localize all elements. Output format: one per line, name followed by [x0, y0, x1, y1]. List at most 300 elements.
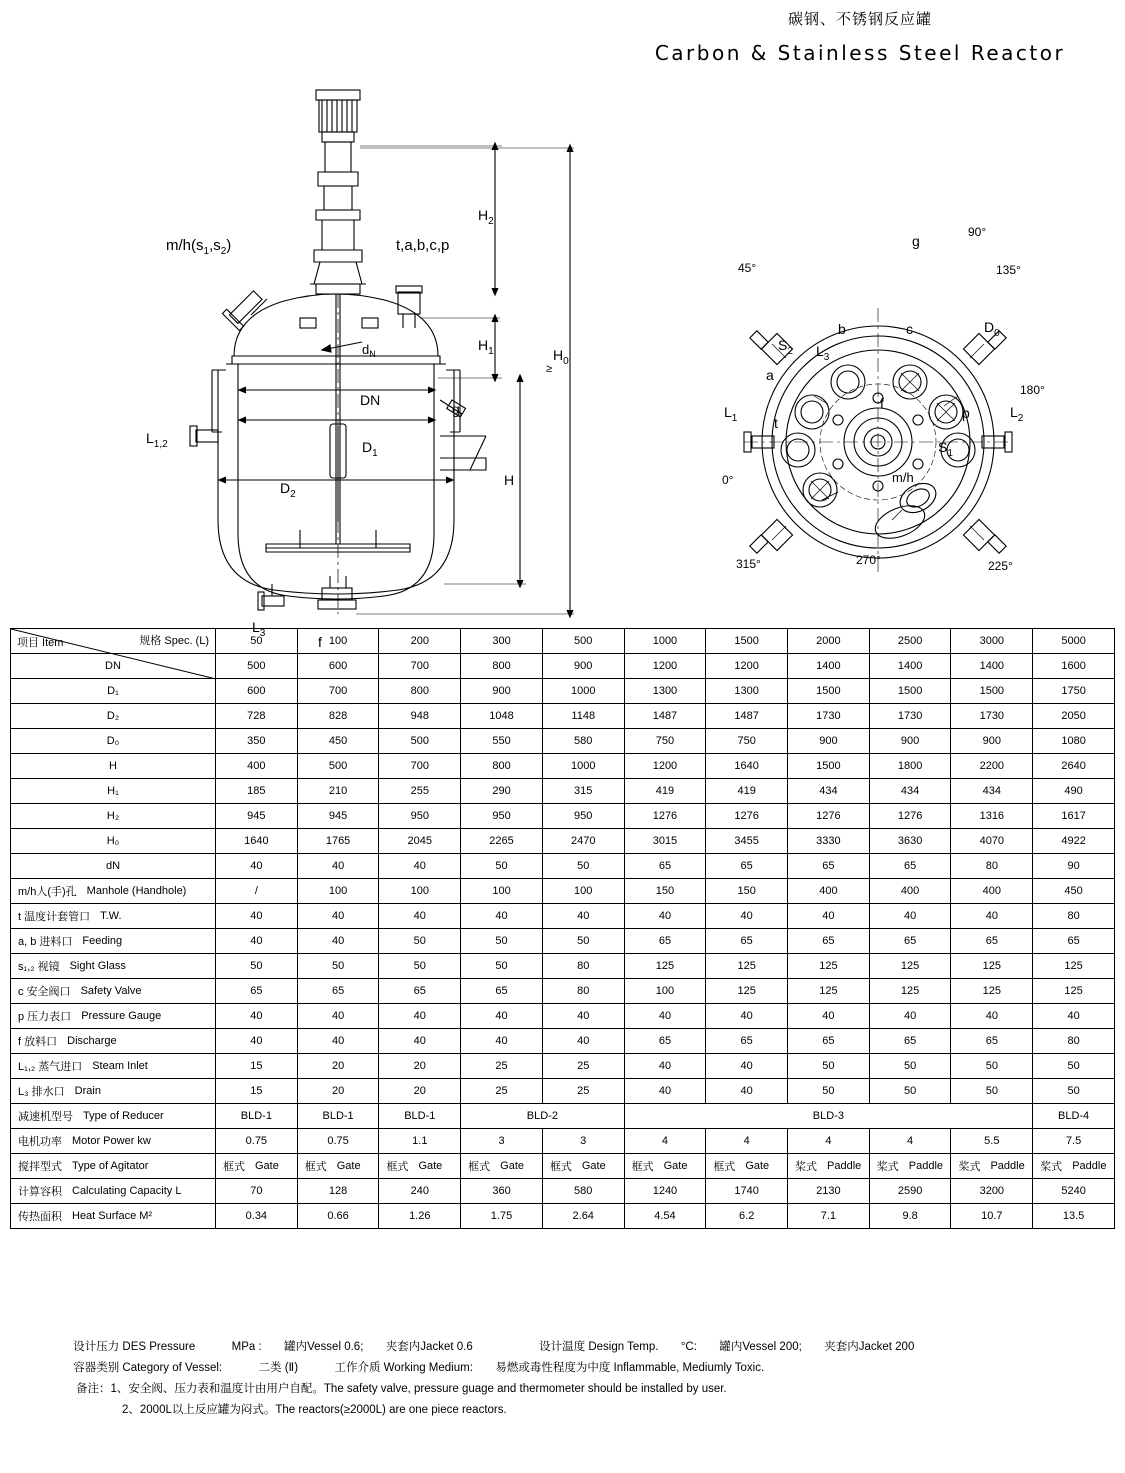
- table-cell: 1200: [706, 654, 788, 679]
- label-tabcp: t,a,b,c,p: [396, 237, 450, 254]
- table-cell: 434: [788, 779, 870, 804]
- table-cell: 125: [951, 979, 1033, 1004]
- table-cell: 1500: [788, 679, 870, 704]
- table-cell: 128: [297, 1179, 379, 1204]
- row-label: [11, 1079, 216, 1104]
- row-label-en: Steam Inlet: [92, 1060, 148, 1072]
- table-row-capacity: [11, 1179, 1115, 1204]
- header-capacity-500: 500: [542, 629, 624, 654]
- table-cell: 100: [379, 879, 461, 904]
- table-cell: 2590: [869, 1179, 951, 1204]
- note-design-temp: 设计温度 Design Temp.: [539, 1341, 659, 1353]
- row-label: [11, 754, 216, 779]
- row-label: [11, 679, 216, 704]
- table-cell: 50: [379, 954, 461, 979]
- table-cell: 1400: [951, 654, 1033, 679]
- table-cell: 40: [951, 904, 1033, 929]
- table-cell: 600: [297, 654, 379, 679]
- table-cell: 3: [542, 1129, 624, 1154]
- table-cell: 1080: [1033, 729, 1115, 754]
- table-cell: 40: [624, 1079, 706, 1104]
- table-cell: 1300: [624, 679, 706, 704]
- row-label-cn: 搅拌型式: [18, 1161, 62, 1173]
- table-cell: 750: [706, 729, 788, 754]
- table-cell: 150: [624, 879, 706, 904]
- table-cell: 40: [216, 854, 298, 879]
- table-cell: 450: [1033, 879, 1115, 904]
- agitator-en: Paddle: [827, 1160, 862, 1172]
- table-cell: 15: [216, 1079, 298, 1104]
- label-h1: $H_1$: [478, 337, 494, 357]
- table-cell: 65: [297, 979, 379, 1004]
- agitator-cn: 框式: [304, 1161, 327, 1173]
- table-row-agitator: [11, 1154, 1115, 1179]
- row-label-cn: s₁,₂ 视镜: [18, 961, 60, 973]
- table-cell: 125: [951, 954, 1033, 979]
- table-cell: 50: [461, 929, 543, 954]
- table-row: [11, 704, 1115, 729]
- agitator-en: Gate: [745, 1160, 770, 1172]
- row-label: [11, 1104, 216, 1129]
- table-cell: 4070: [951, 829, 1033, 854]
- label-l3-top: $L_3$: [816, 343, 830, 363]
- note-mpa: MPa :: [231, 1341, 262, 1353]
- header-item-label: 项目 Item: [17, 637, 64, 649]
- table-cell-agitator: [706, 1154, 788, 1179]
- table-cell: 65: [706, 1029, 788, 1054]
- row-label: [11, 1179, 216, 1204]
- table-cell: 900: [788, 729, 870, 754]
- table-cell: 450: [297, 729, 379, 754]
- table-cell: 700: [379, 654, 461, 679]
- table-cell: 65: [706, 854, 788, 879]
- table-cell: 40: [542, 1004, 624, 1029]
- table-cell-agitator: [869, 1154, 951, 1179]
- table-cell: 3: [461, 1129, 543, 1154]
- label-deg-135: 135°: [996, 263, 1021, 277]
- table-cell: 434: [869, 779, 951, 804]
- table-cell: 20: [379, 1054, 461, 1079]
- note-jacket-pressure: 夹套内Jacket 0.6: [385, 1341, 473, 1353]
- table-cell: 800: [461, 754, 543, 779]
- table-cell: 40: [706, 1004, 788, 1029]
- table-cell: 210: [297, 779, 379, 804]
- table-cell: 40: [1033, 1004, 1115, 1029]
- label-h0: $H_0$: [553, 347, 569, 367]
- table-cell: 1640: [706, 754, 788, 779]
- table-cell: 50: [216, 954, 298, 979]
- table-cell: 490: [1033, 779, 1115, 804]
- note-remark-2: 2、2000L以上反应罐为闷式。The reactors(≥2000L) are one piece reactors.: [122, 1404, 507, 1416]
- table-row: [11, 779, 1115, 804]
- table-cell: 1.75: [461, 1204, 543, 1229]
- row-label: [11, 804, 216, 829]
- table-cell: 1316: [951, 804, 1033, 829]
- label-a-top: a: [766, 367, 774, 383]
- table-cell: 100: [624, 979, 706, 1004]
- table-cell: 360: [461, 1179, 543, 1204]
- note-pressure-temp: [10, 1337, 1115, 1358]
- agitator-cn: 框式: [468, 1161, 491, 1173]
- table-cell: 70: [216, 1179, 298, 1204]
- header-capacity-50: 50: [216, 629, 298, 654]
- row-label: [11, 779, 216, 804]
- table-cell: 50: [379, 929, 461, 954]
- row-label-cn: p 压力表口: [18, 1011, 72, 1023]
- table-cell: 40: [624, 904, 706, 929]
- note-category-value: 二类 (Ⅱ): [258, 1362, 299, 1374]
- row-label-en: H₀: [106, 835, 120, 847]
- table-cell-reducer: BLD-1: [216, 1104, 298, 1129]
- label-b-top: b: [838, 321, 846, 337]
- table-cell: 4922: [1033, 829, 1115, 854]
- spec-table: [10, 628, 1115, 1229]
- note-des-pressure: 设计压力 DES Pressure: [73, 1341, 196, 1353]
- table-cell: 125: [624, 954, 706, 979]
- table-row: [11, 1079, 1115, 1104]
- table-cell: 65: [379, 979, 461, 1004]
- note-vessel-temp: 罐内Vessel 200;: [719, 1341, 802, 1353]
- label-d0-top: $D_0$: [984, 319, 1000, 339]
- row-label: [11, 704, 216, 729]
- note-vessel-pressure: 罐内Vessel 0.6;: [284, 1341, 364, 1353]
- table-cell: 828: [297, 704, 379, 729]
- table-cell: 50: [1033, 1054, 1115, 1079]
- agitator-cn: 框式: [223, 1161, 245, 1173]
- label-l3: $L_3$: [252, 619, 266, 639]
- note-category-medium: [10, 1358, 1115, 1379]
- table-cell: 945: [297, 804, 379, 829]
- table-row: [11, 929, 1115, 954]
- table-cell: 1.1: [379, 1129, 461, 1154]
- table-cell: 80: [1033, 904, 1115, 929]
- header-capacity-3000: 3000: [951, 629, 1033, 654]
- table-cell: 5.5: [951, 1129, 1033, 1154]
- row-label-en: T.W.: [100, 910, 122, 922]
- table-cell: 0.75: [216, 1129, 298, 1154]
- table-cell: 950: [379, 804, 461, 829]
- label-deg-315: 315°: [736, 557, 761, 571]
- table-cell: 90: [1033, 854, 1115, 879]
- table-cell: 1276: [624, 804, 706, 829]
- table-cell: 1500: [951, 679, 1033, 704]
- table-row-heat-surface: [11, 1204, 1115, 1229]
- table-cell: 125: [706, 979, 788, 1004]
- row-label-en: H: [109, 760, 117, 772]
- row-label-en: Drain: [74, 1085, 101, 1097]
- table-cell: 40: [297, 904, 379, 929]
- table-cell: 65: [788, 929, 870, 954]
- table-cell: 1600: [1033, 654, 1115, 679]
- header-corner-cell: [11, 629, 216, 654]
- table-cell: 580: [542, 729, 624, 754]
- table-cell: 1276: [706, 804, 788, 829]
- table-cell: 40: [869, 904, 951, 929]
- label-g: g: [452, 401, 460, 417]
- table-cell: 700: [297, 679, 379, 704]
- table-cell: 40: [379, 854, 461, 879]
- table-cell: 419: [706, 779, 788, 804]
- table-cell: 434: [951, 779, 1033, 804]
- row-label-cn: 计算容积: [18, 1186, 62, 1198]
- table-cell: 1148: [542, 704, 624, 729]
- table-cell: 900: [461, 679, 543, 704]
- table-cell: 1730: [788, 704, 870, 729]
- row-label-cn: 传热面积: [18, 1211, 62, 1223]
- table-cell: 1200: [624, 754, 706, 779]
- row-label-cn: a, b 进料口: [18, 936, 73, 948]
- table-cell: 1400: [788, 654, 870, 679]
- table-cell: 4.54: [624, 1204, 706, 1229]
- notes-block: [10, 1337, 1115, 1421]
- row-label-en: Type of Reducer: [83, 1110, 164, 1122]
- table-cell: 125: [788, 954, 870, 979]
- label-p-top: p: [962, 405, 970, 421]
- table-cell-agitator: [542, 1154, 624, 1179]
- table-cell: /: [216, 879, 298, 904]
- table-cell: 50: [951, 1079, 1033, 1104]
- table-cell: 945: [216, 804, 298, 829]
- row-label: [11, 729, 216, 754]
- table-cell: 1048: [461, 704, 543, 729]
- label-dn-small: $d_N$: [362, 342, 376, 359]
- table-cell: 900: [542, 654, 624, 679]
- header-capacity-300: 300: [461, 629, 543, 654]
- note-category-label: 容器类别 Category of Vessel:: [73, 1362, 223, 1374]
- agitator-en: Gate: [500, 1160, 525, 1172]
- table-row: [11, 679, 1115, 704]
- agitator-en: Gate: [581, 1160, 606, 1172]
- table-cell: 20: [379, 1079, 461, 1104]
- label-l1: $L_1$: [724, 404, 738, 424]
- header-capacity-5000: 5000: [1033, 629, 1115, 654]
- agitator-cn: 框式: [713, 1161, 736, 1173]
- table-cell: 948: [379, 704, 461, 729]
- table-cell: 4: [624, 1129, 706, 1154]
- table-cell: 500: [379, 729, 461, 754]
- table-cell: 1617: [1033, 804, 1115, 829]
- table-cell: 1640: [216, 829, 298, 854]
- table-cell: 1000: [542, 754, 624, 779]
- note-medium-label: 工作介质 Working Medium:: [334, 1362, 473, 1374]
- agitator-cn: 框式: [631, 1161, 654, 1173]
- table-cell: 500: [297, 754, 379, 779]
- label-l2: $L_2$: [1010, 404, 1024, 424]
- row-label-cn: c 安全阀口: [18, 986, 71, 998]
- table-cell-reducer: BLD-1: [379, 1104, 461, 1129]
- row-label: [11, 1154, 216, 1179]
- row-label: [11, 979, 216, 1004]
- label-deg-270: 270°: [856, 553, 881, 567]
- table-cell: 65: [216, 979, 298, 1004]
- row-label-en: D₀: [106, 735, 120, 747]
- table-cell: 50: [869, 1054, 951, 1079]
- row-label-en: Pressure Gauge: [81, 1010, 162, 1022]
- table-cell: 1000: [542, 679, 624, 704]
- table-cell: 40: [297, 854, 379, 879]
- row-label: [11, 1129, 216, 1154]
- table-cell: 3630: [869, 829, 951, 854]
- label-h: H: [504, 472, 515, 488]
- table-cell: 50: [461, 854, 543, 879]
- table-cell: 400: [788, 879, 870, 904]
- note-medium-value: 易燃或毒性程度为中度 Inflammable, Mediumly Toxic.: [495, 1362, 765, 1374]
- table-cell: 100: [297, 879, 379, 904]
- table-cell: 25: [461, 1079, 543, 1104]
- table-cell: 800: [379, 679, 461, 704]
- table-cell: 80: [542, 979, 624, 1004]
- table-cell: 4: [706, 1129, 788, 1154]
- row-label: [11, 1054, 216, 1079]
- agitator-en: Paddle: [990, 1160, 1025, 1172]
- row-label-en: Manhole (Handhole): [86, 885, 187, 897]
- table-row: [11, 1004, 1115, 1029]
- table-cell: 40: [379, 1004, 461, 1029]
- table-row: [11, 729, 1115, 754]
- title-english: Carbon & Stainless Steel Reactor: [654, 41, 1066, 65]
- table-cell: 2265: [461, 829, 543, 854]
- header-capacity-200: 200: [379, 629, 461, 654]
- table-cell: 700: [379, 754, 461, 779]
- row-label-en: D₁: [107, 685, 119, 697]
- table-cell: 65: [461, 979, 543, 1004]
- spec-table-wrap: [10, 628, 1115, 1229]
- table-cell-agitator: [624, 1154, 706, 1179]
- table-cell: 350: [216, 729, 298, 754]
- row-label: [11, 1004, 216, 1029]
- table-cell: 125: [869, 979, 951, 1004]
- table-cell: 240: [379, 1179, 461, 1204]
- table-row: [11, 879, 1115, 904]
- row-label: [11, 854, 216, 879]
- row-label-en: Motor Power kw: [72, 1135, 151, 1147]
- table-cell: 125: [788, 979, 870, 1004]
- row-label: [11, 904, 216, 929]
- title-block: [600, 8, 1120, 65]
- table-cell: 1400: [869, 654, 951, 679]
- table-cell: 2.64: [542, 1204, 624, 1229]
- table-cell: 80: [951, 854, 1033, 879]
- table-cell: 1.26: [379, 1204, 461, 1229]
- table-cell: 1276: [788, 804, 870, 829]
- header-capacity-1000: 1000: [624, 629, 706, 654]
- table-cell: 3200: [951, 1179, 1033, 1204]
- table-cell: 2045: [379, 829, 461, 854]
- table-cell: 40: [297, 929, 379, 954]
- table-cell: 50: [869, 1079, 951, 1104]
- table-cell: 50: [542, 854, 624, 879]
- table-cell: 40: [297, 1004, 379, 1029]
- table-cell: 900: [951, 729, 1033, 754]
- label-deg-90: 90°: [968, 225, 987, 239]
- table-cell: 1240: [624, 1179, 706, 1204]
- table-cell: 125: [869, 954, 951, 979]
- table-cell: 3330: [788, 829, 870, 854]
- agitator-cn: 桨式: [958, 1161, 981, 1173]
- table-cell: 50: [542, 929, 624, 954]
- table-cell: 400: [216, 754, 298, 779]
- table-cell: 50: [788, 1054, 870, 1079]
- table-cell-agitator: [297, 1154, 379, 1179]
- table-cell: 400: [951, 879, 1033, 904]
- table-cell-agitator: [461, 1154, 543, 1179]
- label-g-top: g: [912, 233, 920, 249]
- table-cell: 40: [461, 1029, 543, 1054]
- table-cell: 315: [542, 779, 624, 804]
- table-cell: 500: [216, 654, 298, 679]
- title-chinese: 碳钢、不锈钢反应罐: [787, 11, 932, 28]
- header-capacity-1500: 1500: [706, 629, 788, 654]
- table-cell-reducer: BLD-2: [461, 1104, 624, 1129]
- label-deg-45: 45°: [738, 261, 757, 275]
- table-cell: 5240: [1033, 1179, 1115, 1204]
- row-label-cn: t 温度计套管口: [18, 911, 91, 923]
- agitator-en: Paddle: [908, 1160, 944, 1172]
- table-cell: 40: [461, 1004, 543, 1029]
- table-cell: 2050: [1033, 704, 1115, 729]
- table-row: [11, 1029, 1115, 1054]
- label-mh-top: m/h: [892, 470, 914, 485]
- note-remark-1: 备注：1、安全阀、压力表和温度计由用户自配。The safety valve, pressure guage and thermometer should be installed by user.: [76, 1383, 727, 1395]
- table-cell: 3015: [624, 829, 706, 854]
- table-cell: 40: [869, 1004, 951, 1029]
- table-cell: 40: [788, 904, 870, 929]
- row-label-en: Feeding: [82, 935, 123, 947]
- table-cell: 1750: [1033, 679, 1115, 704]
- table-cell: 40: [216, 1004, 298, 1029]
- label-s2-top: $S_2$: [778, 337, 793, 357]
- table-cell: 1730: [869, 704, 951, 729]
- table-cell: 65: [624, 929, 706, 954]
- table-cell: 40: [706, 904, 788, 929]
- table-cell: 40: [379, 1029, 461, 1054]
- table-cell: 185: [216, 779, 298, 804]
- table-row: [11, 804, 1115, 829]
- table-cell: 3455: [706, 829, 788, 854]
- table-cell: 20: [297, 1079, 379, 1104]
- table-cell-reducer: BLD-4: [1033, 1104, 1115, 1129]
- table-cell-agitator: [1033, 1154, 1115, 1179]
- table-cell: 40: [216, 929, 298, 954]
- table-cell: 150: [706, 879, 788, 904]
- label-mh-front: $m/h(s_1,s_2)$: [166, 237, 232, 257]
- label-l12: $L_{1,2}$: [146, 430, 168, 450]
- table-cell: 9.8: [869, 1204, 951, 1229]
- table-cell: 0.34: [216, 1204, 298, 1229]
- table-cell: 65: [706, 929, 788, 954]
- table-row: [11, 754, 1115, 779]
- table-cell: 125: [1033, 979, 1115, 1004]
- row-label-cn: L₃ 排水口: [18, 1086, 65, 1098]
- table-cell: 25: [542, 1054, 624, 1079]
- table-cell: 10.7: [951, 1204, 1033, 1229]
- table-cell: 25: [461, 1054, 543, 1079]
- label-f: f: [318, 634, 322, 650]
- table-cell: 750: [624, 729, 706, 754]
- table-cell: 40: [542, 1029, 624, 1054]
- table-row: [11, 1054, 1115, 1079]
- table-row: [11, 854, 1115, 879]
- agitator-en: Gate: [663, 1160, 688, 1172]
- row-label-en: Calculating Capacity L: [72, 1185, 182, 1197]
- table-cell: 1765: [297, 829, 379, 854]
- header-spec-label: 规格 Spec. (L): [139, 635, 209, 647]
- header-capacity-2500: 2500: [869, 629, 951, 654]
- table-cell: 1500: [869, 679, 951, 704]
- table-cell: 550: [461, 729, 543, 754]
- table-cell: 50: [1033, 1079, 1115, 1104]
- table-cell: 40: [624, 1004, 706, 1029]
